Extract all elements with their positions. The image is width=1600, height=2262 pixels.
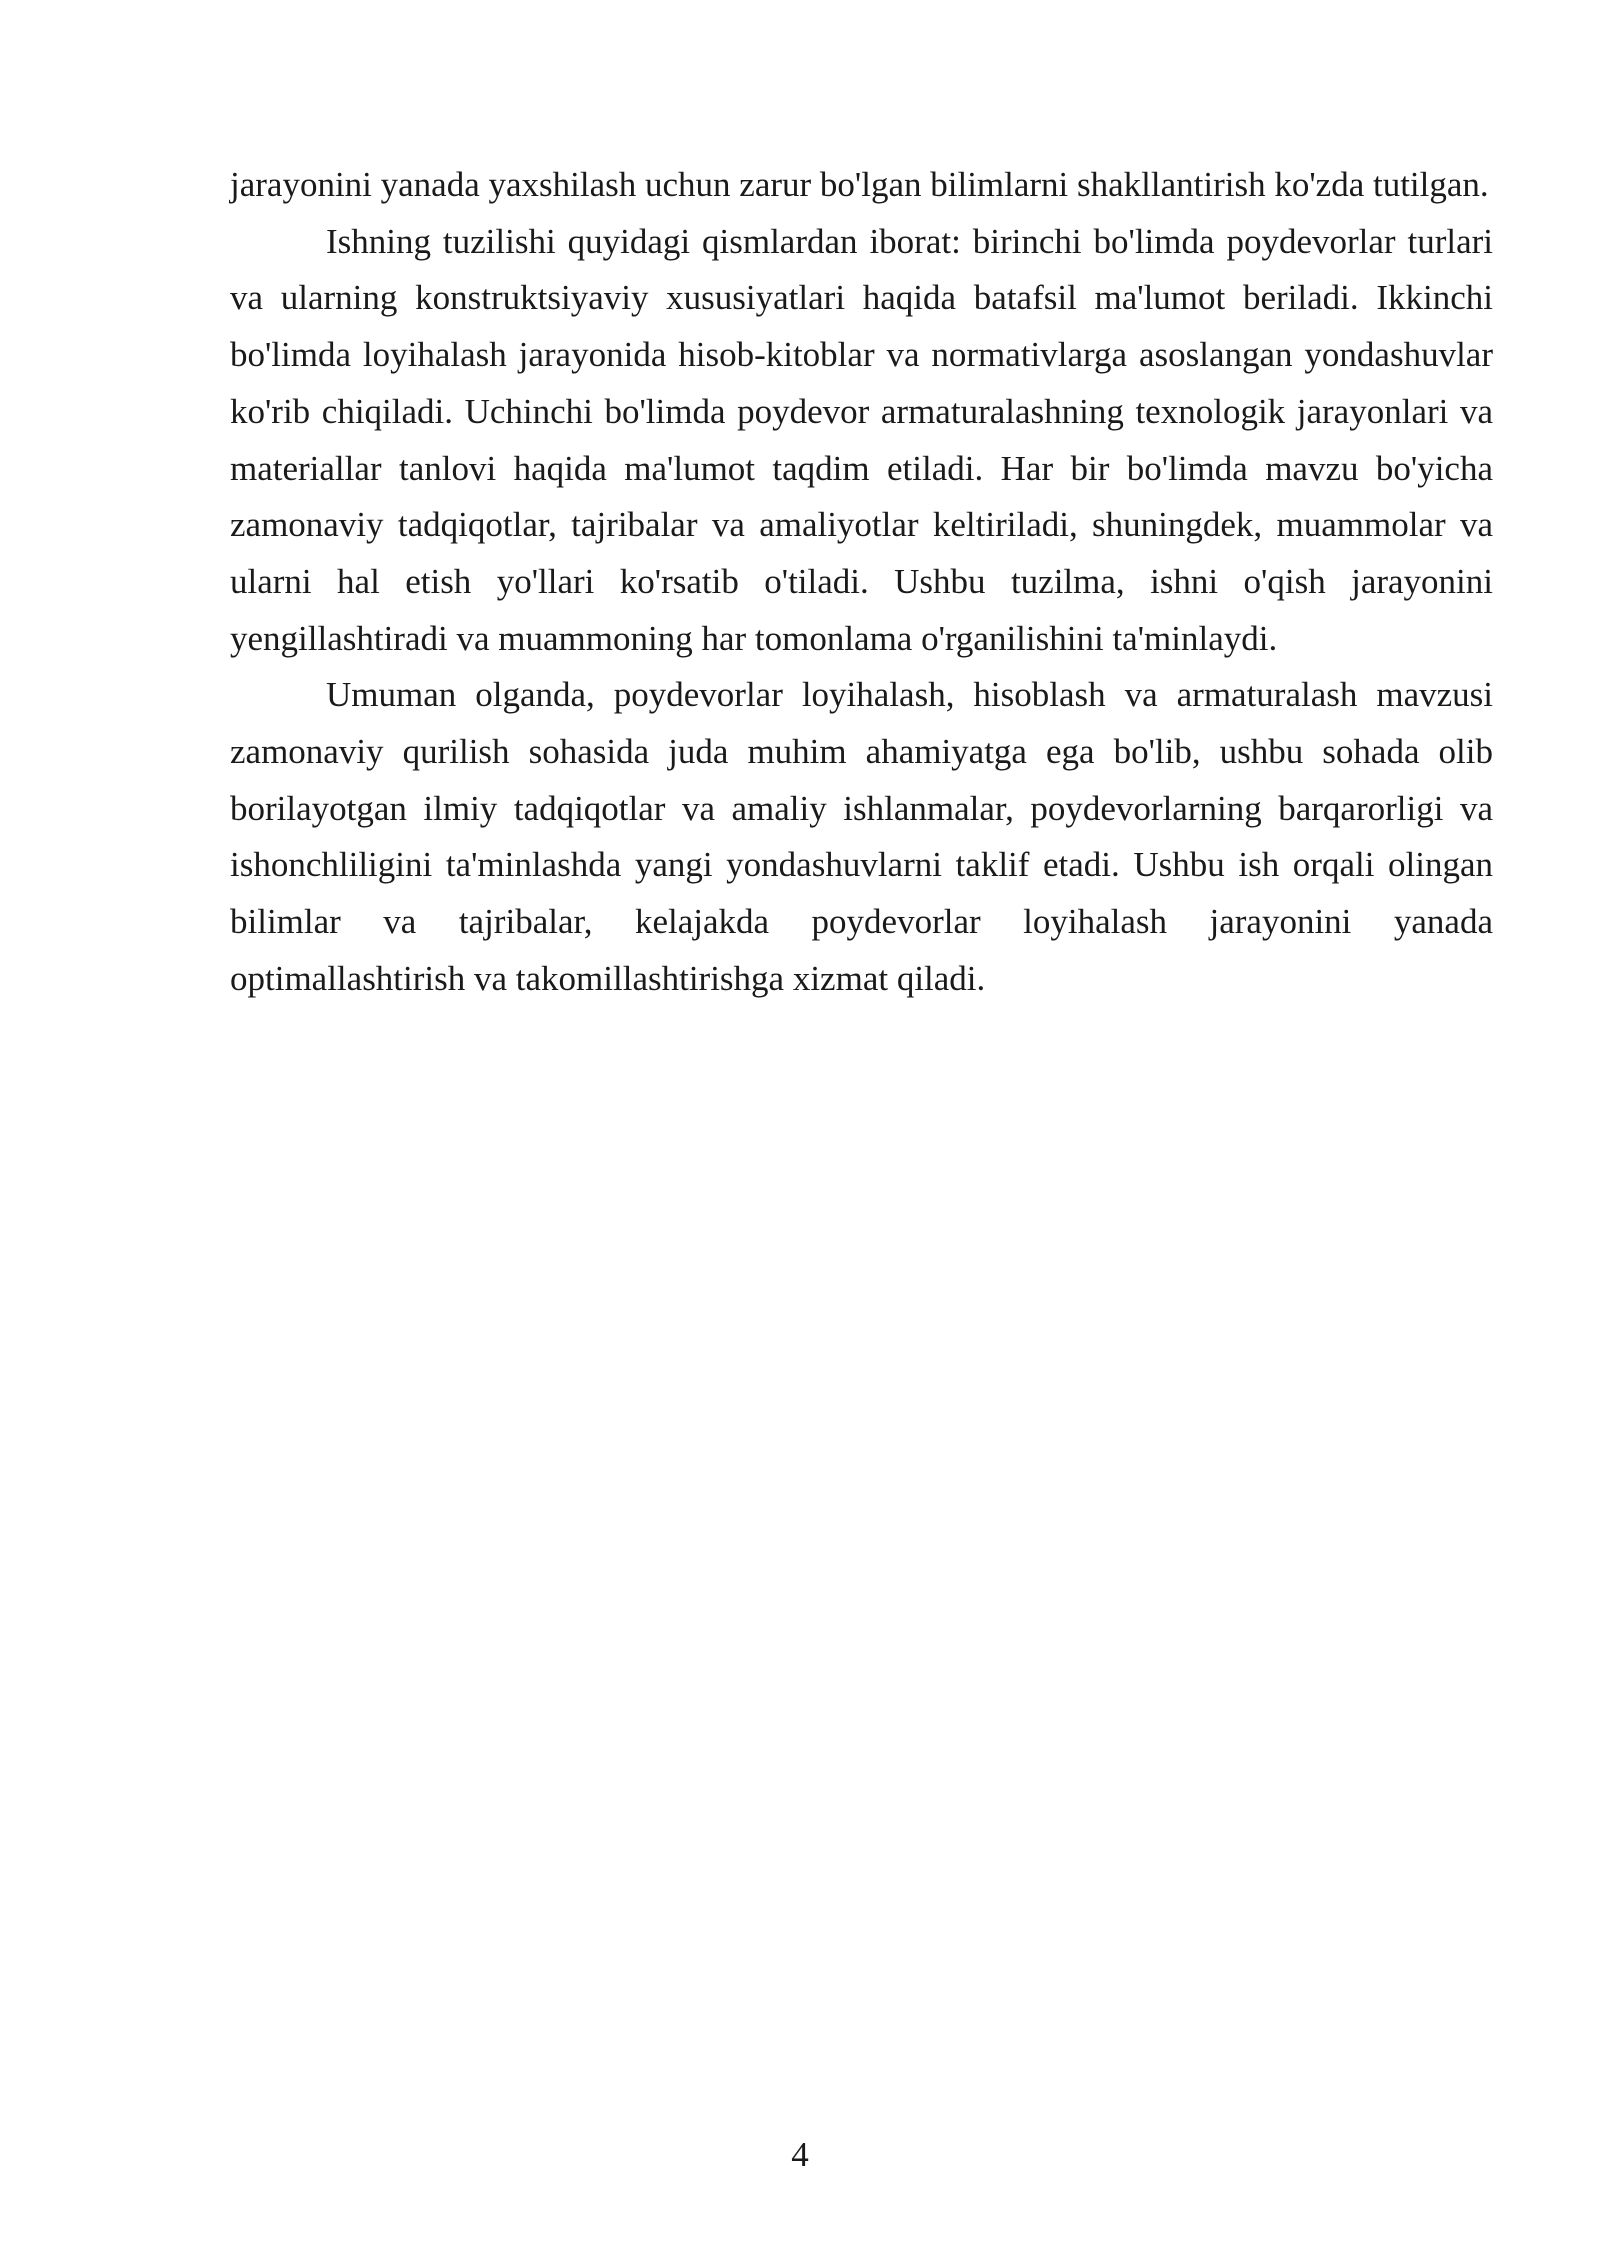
paragraph-continuation: jarayonini yanada yaxshilash uchun zarur bo'lgan bilimlarni shakllantirish ko'zda tutilgan.: [230, 165, 1489, 204]
body-text: [230, 157, 1493, 1008]
paragraph-conclusion: Umuman olganda, poydevorlar loyihalash, hisoblash va armaturalash mavzusi zamonaviy qurilish sohasida juda muhim ahamiyatga ega bo'lib, ushbu sohada olib borilayotgan ilmiy tadqiqotlar va amaliy ishlanmalar, poydevorlarning barqarorligi va ishonchliligini ta'minlashda yangi yondashuvlarni taklif etadi. Ushbu ish orqali olingan bilimlar va tajribalar, kelajakda poydevorlar loyihalash jarayonini yanada optimallashtirish va takomillashtirishga xizmat qiladi.: [230, 675, 1493, 998]
page-number: 4: [791, 2135, 809, 2174]
paragraph-structure: Ishning tuzilishi quyidagi qismlardan iborat: birinchi bo'limda poydevorlar turlari va ularning konstruktsiyaviy xususiyatlari haqida batafsil ma'lumot beriladi. Ikkinchi bo'limda loyihalash jarayonida hisob-kitoblar va normativlarga asoslangan yondashuvlar ko'rib chiqiladi. Uchinchi bo'limda poydevor armaturalashning texnologik jarayonlari va materiallar tanlovi haqida ma'lumot taqdim etiladi. Har bir bo'limda mavzu bo'yicha zamonaviy tadqiqotlar, tajribalar va amaliyotlar keltiriladi, shuningdek, muammolar va ularni hal etish yo'llari ko'rsatib o'tiladi. Ushbu tuzilma, ishni o'qish jarayonini yengillashtiradi va muammoning har tomonlama o'rganilishini ta'minlaydi.: [230, 221, 1493, 658]
